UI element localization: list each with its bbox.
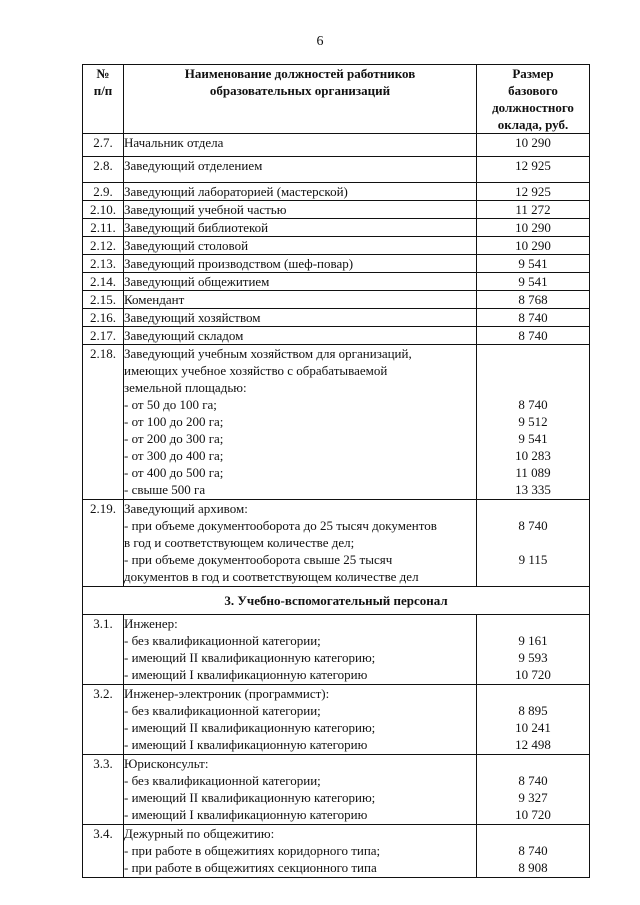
salary-value-line: 10 290 xyxy=(515,220,551,235)
salary-value-line: 9 327 xyxy=(518,790,548,805)
position-name xyxy=(124,615,477,685)
row-number xyxy=(83,291,124,309)
salary-value-line xyxy=(477,568,589,585)
position-name-line: - от 300 до 400 га; xyxy=(124,448,224,463)
salary-value xyxy=(477,157,590,183)
row-number-text: 2.15. xyxy=(90,292,116,307)
row-number-text: 2.13. xyxy=(90,256,116,271)
header-salary-line: оклада, руб. xyxy=(497,117,569,132)
position-name-line: - при работе в общежитиях секционного типа xyxy=(124,860,377,875)
table-row xyxy=(83,219,590,237)
row-number-text: 2.9. xyxy=(93,184,113,199)
row-number-text: 2.12. xyxy=(90,238,116,253)
position-name xyxy=(124,345,477,500)
row-number-text: 2.8. xyxy=(93,158,113,173)
salary-value-line: 8 740 xyxy=(518,397,548,412)
table-row xyxy=(83,500,590,587)
position-name-line: - имеющий II квалификационную категорию; xyxy=(124,790,376,805)
table-row xyxy=(83,309,590,327)
position-name-line: - без квалификационной категории; xyxy=(124,773,321,788)
header-position-name xyxy=(124,65,477,134)
row-number xyxy=(83,685,124,755)
salary-value xyxy=(477,755,590,825)
salary-value xyxy=(477,615,590,685)
salary-value-line: 9 541 xyxy=(518,256,548,271)
salary-value-line: 10 290 xyxy=(515,238,551,253)
position-name-line: Заведующий столовой xyxy=(124,238,249,253)
salary-value xyxy=(477,825,590,878)
salary-value-line xyxy=(477,685,589,702)
position-name-line: - от 400 до 500 га; xyxy=(124,465,224,480)
position-name xyxy=(124,201,477,219)
position-name-line: - от 100 до 200 га; xyxy=(124,414,224,429)
row-number-text: 2.10. xyxy=(90,202,116,217)
salary-value xyxy=(477,134,590,157)
header-number xyxy=(83,65,124,134)
table-row xyxy=(83,183,590,201)
salary-value-line xyxy=(477,825,589,842)
row-number-text: 2.11. xyxy=(90,220,116,235)
row-number xyxy=(83,183,124,201)
salary-value xyxy=(477,309,590,327)
position-name-line: документов в год и соответствующем количестве дел xyxy=(124,569,419,584)
position-name-line: Заведующий учебной частью xyxy=(124,202,287,217)
position-name-line: - имеющий II квалификационную категорию; xyxy=(124,650,376,665)
row-number-text: 2.18. xyxy=(90,346,116,361)
salary-value-line xyxy=(477,615,589,632)
salary-value-line: 8 740 xyxy=(518,773,548,788)
row-number-text: 2.14. xyxy=(90,274,116,289)
salary-value-line: 10 720 xyxy=(515,667,551,682)
salary-value-line: 11 272 xyxy=(515,202,551,217)
section-title: 3. Учебно-вспомогательный персонал xyxy=(83,587,590,615)
table-row xyxy=(83,157,590,183)
position-name-line: - свыше 500 га xyxy=(124,482,206,497)
position-name-line: - при объеме документооборота до 25 тысяч документов xyxy=(124,518,437,533)
salary-value-line xyxy=(477,345,589,362)
position-name-line: - без квалификационной категории; xyxy=(124,633,321,648)
table-row xyxy=(83,255,590,273)
salary-value xyxy=(477,219,590,237)
row-number-text: 3.4. xyxy=(93,826,113,841)
header-salary-line: должностного xyxy=(492,100,574,115)
position-name-line: Заведующий складом xyxy=(124,328,244,343)
header-salary-line: базового xyxy=(508,83,558,98)
salary-value-line: 8 908 xyxy=(518,860,548,875)
position-name xyxy=(124,755,477,825)
header-salary-line: Размер xyxy=(512,66,554,81)
row-number xyxy=(83,825,124,878)
position-name-line: в год и соответствующем количестве дел; xyxy=(124,535,355,550)
row-number xyxy=(83,157,124,183)
salary-value-line: 8 740 xyxy=(518,843,548,858)
salary-value-line: 9 541 xyxy=(518,431,548,446)
table-row xyxy=(83,345,590,500)
header-salary xyxy=(477,65,590,134)
salary-value-line: 13 335 xyxy=(515,482,551,497)
salary-value xyxy=(477,685,590,755)
position-name xyxy=(124,500,477,587)
row-number-text: 2.7. xyxy=(93,135,113,150)
row-number xyxy=(83,345,124,500)
row-number-text: 3.1. xyxy=(93,616,113,631)
salary-value-line: 10 283 xyxy=(515,448,551,463)
salary-value-line: 10 720 xyxy=(515,807,551,822)
position-name xyxy=(124,327,477,345)
position-name-line: - от 50 до 100 га; xyxy=(124,397,217,412)
position-name-line: Начальник отдела xyxy=(124,135,224,150)
row-number xyxy=(83,201,124,219)
row-number xyxy=(83,615,124,685)
row-number-text: 3.3. xyxy=(93,756,113,771)
position-name-line: - имеющий I квалификационную категорию xyxy=(124,737,368,752)
salary-value-line: 9 512 xyxy=(518,414,548,429)
salary-value xyxy=(477,273,590,291)
salary-value-line: 11 089 xyxy=(515,465,551,480)
position-name-line: - при объеме документооборота свыше 25 тысяч xyxy=(124,552,393,567)
table-row xyxy=(83,685,590,755)
table-row xyxy=(83,134,590,157)
table-body xyxy=(83,134,590,878)
position-name-line: имеющих учебное хозяйство с обрабатываемой xyxy=(124,363,388,378)
position-name-line: - имеющий II квалификационную категорию; xyxy=(124,720,376,735)
table-row xyxy=(83,327,590,345)
header-name-line: Наименование должностей работников xyxy=(184,66,416,81)
position-name-line: Заведующий лабораторией (мастерской) xyxy=(124,184,348,199)
row-number xyxy=(83,273,124,291)
position-name-line: Инженер: xyxy=(124,616,178,631)
row-number xyxy=(83,327,124,345)
table-row xyxy=(83,615,590,685)
position-name-line: Заведующий производством (шеф-повар) xyxy=(124,256,354,271)
position-name xyxy=(124,134,477,157)
header-number-line: № xyxy=(96,66,110,81)
salary-value-line xyxy=(477,362,589,379)
salary-value-line: 9 541 xyxy=(518,274,548,289)
salary-value xyxy=(477,255,590,273)
position-name-line: - при работе в общежитиях коридорного типа; xyxy=(124,843,381,858)
position-name-line: - от 200 до 300 га; xyxy=(124,431,224,446)
salary-value xyxy=(477,201,590,219)
section-row xyxy=(83,587,590,615)
salary-value-line: 10 241 xyxy=(515,720,551,735)
position-name xyxy=(124,219,477,237)
position-name xyxy=(124,183,477,201)
salary-value-line: 8 740 xyxy=(518,310,548,325)
table-row xyxy=(83,291,590,309)
page-number: 6 xyxy=(316,34,324,49)
row-number-text: 2.16. xyxy=(90,310,116,325)
position-name-line: Комендант xyxy=(124,292,185,307)
row-number xyxy=(83,255,124,273)
salary-value-line xyxy=(477,534,589,551)
row-number-text: 2.17. xyxy=(90,328,116,343)
row-number xyxy=(83,309,124,327)
salary-value xyxy=(477,183,590,201)
position-name xyxy=(124,273,477,291)
row-number-text: 3.2. xyxy=(93,686,113,701)
position-name-line: Заведующий учебным хозяйством для организаций, xyxy=(124,346,412,361)
position-name xyxy=(124,157,477,183)
position-name xyxy=(124,291,477,309)
position-name-line: - без квалификационной категории; xyxy=(124,703,321,718)
salary-value xyxy=(477,291,590,309)
salary-value-line: 8 895 xyxy=(518,703,548,718)
salary-value xyxy=(477,345,590,500)
row-number xyxy=(83,500,124,587)
salary-value-line: 12 498 xyxy=(515,737,551,752)
salary-value-line: 9 593 xyxy=(518,650,548,665)
table-row xyxy=(83,825,590,878)
salary-value-line: 9 161 xyxy=(518,633,548,648)
row-number-text: 2.19. xyxy=(90,501,116,516)
position-name-line: Заведующий отделением xyxy=(124,158,263,173)
position-name-line: Заведующий общежитием xyxy=(124,274,270,289)
position-name xyxy=(124,237,477,255)
salary-value xyxy=(477,500,590,587)
position-name xyxy=(124,255,477,273)
salary-value-line: 10 290 xyxy=(515,135,551,150)
position-name-line: Заведующий библиотекой xyxy=(124,220,269,235)
position-name xyxy=(124,685,477,755)
position-name xyxy=(124,309,477,327)
salary-value-line: 8 768 xyxy=(518,292,548,307)
header-number-line: п/п xyxy=(93,83,113,98)
salary-value-line: 9 115 xyxy=(518,552,548,567)
position-name xyxy=(124,825,477,878)
position-name-line: Заведующий архивом: xyxy=(124,501,248,516)
table-row xyxy=(83,237,590,255)
header-name-line: образовательных организаций xyxy=(209,83,391,98)
position-name-line: - имеющий I квалификационную категорию xyxy=(124,807,368,822)
salary-value-line xyxy=(477,379,589,396)
row-number xyxy=(83,237,124,255)
position-name-line: земельной площадью: xyxy=(124,380,247,395)
salary-value-line xyxy=(477,500,589,517)
table-row xyxy=(83,755,590,825)
salary-value xyxy=(477,237,590,255)
salary-value-line: 8 740 xyxy=(518,328,548,343)
salary-value xyxy=(477,327,590,345)
row-number xyxy=(83,755,124,825)
salary-value-line: 12 925 xyxy=(515,158,551,173)
position-name-line: Инженер-электроник (программист): xyxy=(124,686,330,701)
table-row xyxy=(83,201,590,219)
salary-value-line: 12 925 xyxy=(515,184,551,199)
salary-value-line xyxy=(477,755,589,772)
row-number xyxy=(83,219,124,237)
position-name-line: Дежурный по общежитию: xyxy=(124,826,275,841)
table-header-row xyxy=(83,65,590,134)
salary-value-line: 8 740 xyxy=(518,518,548,533)
position-name-line: - имеющий I квалификационную категорию xyxy=(124,667,368,682)
salary-table xyxy=(82,64,590,878)
position-name-line: Заведующий хозяйством xyxy=(124,310,261,325)
position-name-line: Юрисконсульт: xyxy=(124,756,209,771)
table-row xyxy=(83,273,590,291)
row-number xyxy=(83,134,124,157)
